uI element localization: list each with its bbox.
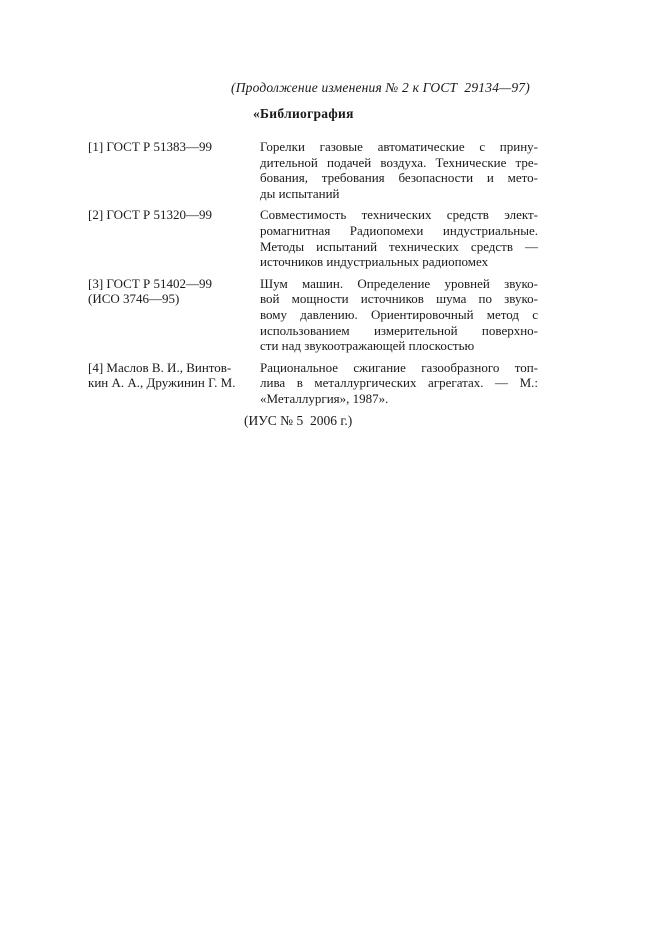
- bibliography-entry: [88, 276, 538, 354]
- bibliography-list: [88, 139, 538, 413]
- entry-description-line: бования, требования безопасности и мето-: [260, 170, 538, 186]
- entry-description-line: Методы испытаний технических средств —: [260, 238, 538, 254]
- entry-description-line: источников индустриальных радиопомех: [260, 254, 489, 270]
- entry-description-line: Рациональное сжигание газообразного топ-: [260, 359, 538, 375]
- entry-label: [88, 360, 260, 407]
- entry-description: [260, 276, 538, 354]
- entry-description-line: сти над звукоотражающей плоскостью: [260, 338, 475, 354]
- entry-label-line: [4] Маслов В. И., Винтов-: [88, 359, 232, 375]
- entry-description-line: ды испытаний: [260, 185, 340, 201]
- entry-description-line: вой мощности источников шума по звуко-: [260, 291, 538, 307]
- entry-description-line: Совместимость технических средств элект-: [260, 207, 538, 223]
- amendment-continuation-note: (Продолжение изменения № 2 к ГОСТ 29134—97): [231, 80, 530, 95]
- entry-description: [260, 207, 538, 269]
- bibliography-entry: [88, 139, 538, 201]
- entry-description: [260, 360, 538, 407]
- bibliography-entry: [88, 207, 538, 269]
- entry-label-line: [2] ГОСТ Р 51320—99: [88, 207, 212, 223]
- bibliography-entry: [88, 360, 538, 407]
- entry-description-line: использованием измерительной поверхно-: [260, 322, 538, 338]
- entry-description-line: ромагнитная Радиопомехи индустриальные.: [260, 222, 538, 238]
- entry-label-line: [1] ГОСТ Р 51383—99: [88, 139, 212, 154]
- entry-description-line: дительной подачей воздуха. Технические тре-: [260, 154, 538, 170]
- ius-issue-note: (ИУС № 5 2006 г.): [244, 413, 353, 428]
- entry-label: [88, 139, 260, 201]
- entry-description-line: «Металлургия», 1987».: [260, 390, 389, 406]
- bibliography-section-title: «Библиография: [253, 106, 354, 121]
- entry-label-line: (ИСО 3746—95): [88, 291, 180, 307]
- entry-label-line: кин А. А., Дружинин Г. М.: [88, 375, 236, 391]
- entry-description-line: вому давлению. Ориентировочный метод с: [260, 306, 538, 322]
- entry-description: [260, 139, 538, 201]
- entry-label: [88, 207, 260, 269]
- entry-description-line: Горелки газовые автоматические с прину-: [260, 139, 538, 154]
- entry-label: [88, 276, 260, 354]
- entry-label-line: [3] ГОСТ Р 51402—99: [88, 275, 212, 291]
- entry-description-line: лива в металлургических агрегатах. — М.:: [260, 375, 538, 391]
- entry-description-line: Шум машин. Определение уровней звуко-: [260, 275, 538, 291]
